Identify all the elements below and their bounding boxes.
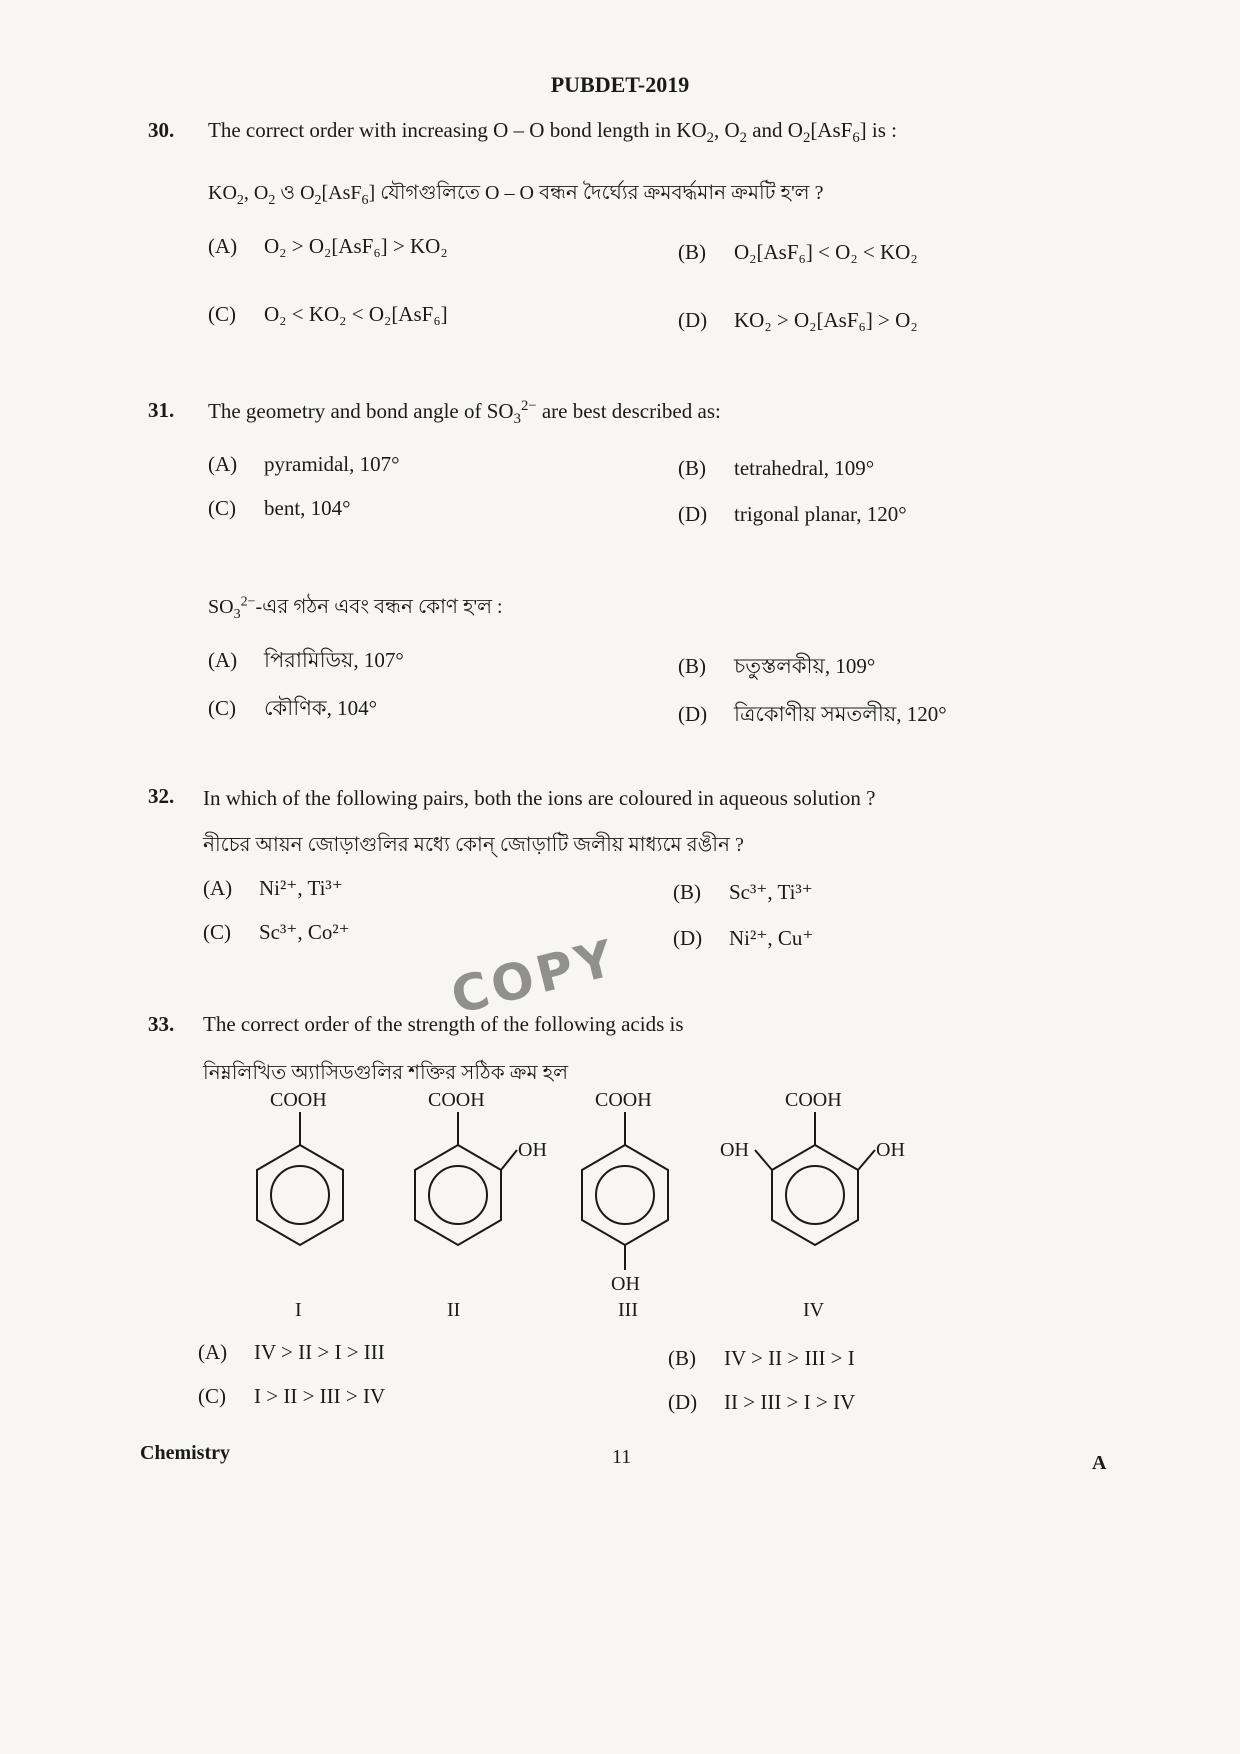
footer-set-code: A: [1092, 1452, 1107, 1474]
question-31-option-a-bn[interactable]: (A) পিরামিডিয়, 107°: [208, 648, 404, 672]
question-33-text-bn: নিম্নলিখিত অ্যাসিডগুলির শক্তির সঠিক ক্রম হল: [203, 1062, 568, 1084]
structure-label-i: I: [295, 1299, 302, 1320]
question-30-option-b[interactable]: (B) O₂[AsF₆] < O₂ < KO₂: [678, 240, 918, 264]
question-33-number: 33.: [148, 1012, 175, 1036]
exam-header: PUBDET-2019: [550, 72, 690, 97]
question-32-option-a[interactable]: (A) Ni²⁺, Ti³⁺: [203, 876, 343, 900]
question-33-text-en: The correct order of the strength of the following acids is: [203, 1012, 684, 1036]
question-31-text-en: The geometry and bond angle of $SO_3^{2-}$ are best described as:: [208, 398, 721, 428]
question-30-text-en: The correct order with increasing O – O bond length in $KO_2$, $O_2$ and $O_2[AsF_6]$ is :: [208, 118, 898, 147]
question-31-option-c-bn[interactable]: (C) কৌণিক, 104°: [208, 696, 378, 720]
structure-iii-cooh-label: COOH: [595, 1090, 652, 1111]
structure-ii-salicylic-acid: [415, 1112, 517, 1245]
structure-iv-dihydroxybenzoic-acid: [755, 1112, 875, 1245]
structure-label-iii: III: [618, 1299, 638, 1320]
question-30-text-bn: $KO_2$, $O_2$ ও $O_2[AsF_6]$ যৌগগুলিতে O – O বন্ধন দৈর্ঘ্যের ক্রমবর্দ্ধমান ক্রমটি হ'ল ?: [208, 182, 824, 208]
structure-iv-oh-right-label: OH: [876, 1139, 905, 1161]
copy-watermark-stamp: COPY: [445, 928, 623, 1026]
footer-subject: Chemistry: [140, 1442, 230, 1464]
question-33-option-c[interactable]: (C) I > II > III > IV: [198, 1384, 386, 1408]
question-33-option-b[interactable]: (B) IV > II > III > I: [668, 1346, 855, 1370]
question-32-text-en: In which of the following pairs, both the ions are coloured in aqueous solution ?: [203, 786, 876, 810]
structure-label-ii: II: [447, 1299, 461, 1320]
question-31-option-a-en[interactable]: (A) pyramidal, 107°: [208, 452, 400, 476]
question-31-number: 31.: [148, 398, 175, 422]
structure-iv-cooh-label: COOH: [785, 1090, 842, 1111]
question-31-option-c-en[interactable]: (C) bent, 104°: [208, 496, 351, 520]
question-30-option-d[interactable]: (D) KO₂ > O₂[AsF₆] > O₂: [678, 308, 918, 332]
question-31-option-b-en[interactable]: (B) tetrahedral, 109°: [678, 456, 875, 480]
question-32-number: 32.: [148, 784, 175, 808]
structure-iii-p-hydroxybenzoic-acid: [582, 1112, 668, 1270]
question-31-option-b-bn[interactable]: (B) চতুস্তলকীয়, 109°: [678, 654, 876, 678]
question-32-option-b[interactable]: (B) Sc³⁺, Ti³⁺: [673, 880, 813, 904]
question-31-option-d-en[interactable]: (D) trigonal planar, 120°: [678, 502, 907, 526]
question-30-number: 30.: [148, 118, 175, 142]
structure-ii-cooh-label: COOH: [428, 1090, 485, 1111]
question-30-option-a[interactable]: (A) O₂ > O₂[AsF₆] > KO₂: [208, 234, 448, 258]
acid-structures-diagram: [230, 1090, 1010, 1320]
structure-iii-oh-label: OH: [611, 1273, 640, 1295]
structure-iv-oh-left-label: OH: [720, 1139, 749, 1161]
structure-ii-oh-label: OH: [518, 1139, 547, 1161]
structure-label-iv: IV: [803, 1299, 825, 1320]
structure-i-cooh-label: COOH: [270, 1090, 327, 1111]
question-31-text-bn: $SO_3^{2-}-এর$ গঠন এবং বন্ধন কোণ হ'ল :: [208, 594, 503, 622]
question-32-text-bn: নীচের আয়ন জোড়াগুলির মধ্যে কোন্ জোড়াটি জলীয় মাধ্যমে রঙীন ?: [203, 834, 744, 856]
question-33-option-a[interactable]: (A) IV > II > I > III: [198, 1340, 385, 1364]
footer-page-number: 11: [612, 1446, 632, 1468]
question-31-option-d-bn[interactable]: (D) ত্রিকোণীয় সমতলীয়, 120°: [678, 702, 947, 726]
question-32-option-d[interactable]: (D) Ni²⁺, Cu⁺: [673, 926, 814, 950]
structure-i-benzoic-acid: [257, 1112, 343, 1245]
question-30-option-c[interactable]: (C) O₂ < KO₂ < O₂[AsF₆]: [208, 302, 448, 326]
question-33-option-d[interactable]: (D) II > III > I > IV: [668, 1390, 856, 1414]
question-32-option-c[interactable]: (C) Sc³⁺, Co²⁺: [203, 920, 350, 944]
